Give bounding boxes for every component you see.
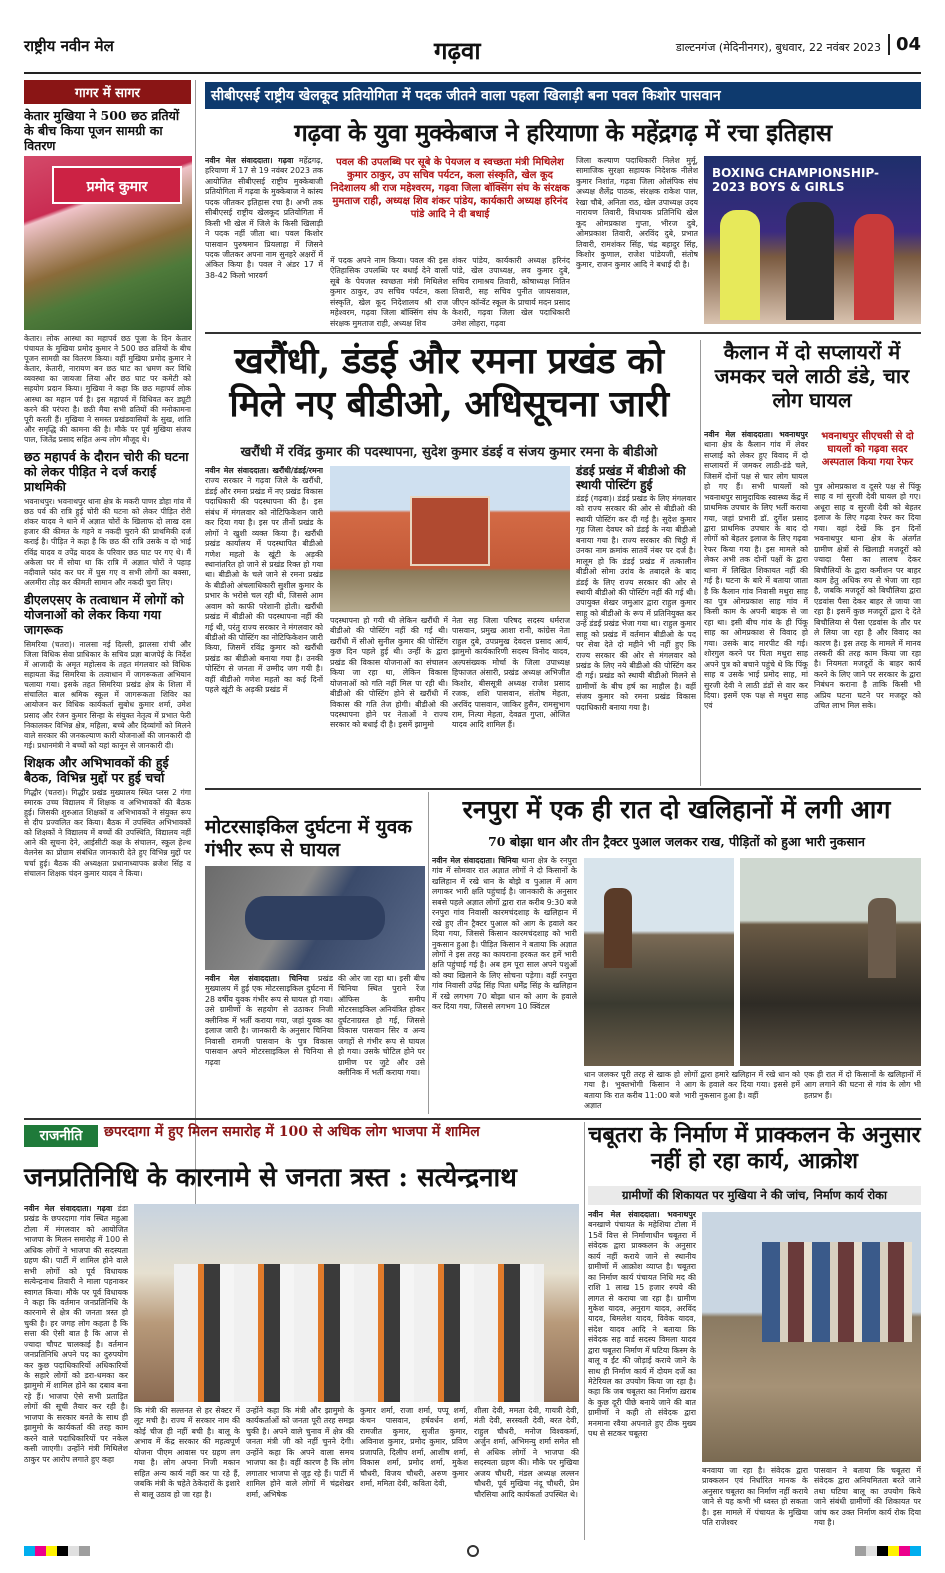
masthead: राष्ट्रीय नवीन मेल [24, 37, 114, 55]
politics-headline: जनप्रतिनिधि के कारनामे से जनता त्रस्त : सत्येन्द्रनाथ [24, 1163, 517, 1193]
boxing-photo [704, 156, 921, 324]
kailan-col-2: पुत्र ओमप्रकाश व दूसरे पक्ष से पिंकू साह व मां सुरजी देवी घायल हो गए। अधूरा साह व सुरजी देवी को बेहतर इलाज के लिए गढ़वा रेफर कर दिया गया। वहां देखें कि इन दिनों भवनाथपुर थाना क्षेत्र के अंतर्गत ग्रामीण क्षेत्रों से खिलाड़ी मजदूरों को ज्यादा पैसा का लालच देकर बिचौलियों के द्वारा कमीशन पर बाहर काम हेतु अधिक रुप से भेजा जा रहा है, जबकि मजदूरों को बिचौलिया द्वारा एडवांस पैसा देकर बाहर ले जाया जा रहा है। इसमें कुछ मजदूरों द्वारा दे देते बिचौलिया से पैसा एडवांस के तौर पर ले लिया जा रहा है और विवाद का कारण है। इस तरह के मामले में मानव तस्करी की तरह काम किया जा रहा है। नियमतः मजदूरों के बाहर कार्य करने के लिए जाने पर सरकार के द्वारा निबंधन कराना है ताकि किसी भी अप्रिय घटना घटने पर मजदूर को उचित लाभ मिल सके। [814, 482, 921, 711]
accident-col-1 [205, 974, 333, 1114]
politics-kicker: छपरदागा में हुए मिलन समारोह में 100 से अधिक लोग भाजपा में शामिल [104, 1124, 480, 1140]
fire-headline: रनपुरा में एक ही रात दो खलिहानों में लगी आग [462, 795, 891, 824]
story-text: केतार। लोक आस्था का महापर्व छठ पूजा के दिन केतार पंचायत के मुखिया प्रमोद कुमार ने 500 छठ व्रतियों के बीच पूजन सामग्री का वितरण किया। वहीं मुखिया प्रमोद कुमार ने केतार, केतारी, नारायण बन छठ घाट का भ्रमण कर विधि व्यवस्था का जायजा लिया और छठ घाट पर कमेटी को सहयोग प्रदान किया। मुखिया ने कहा कि छठ महापर्व लोक आस्था का महान पर्व है। इस महापर्व में विधिवत कर ड्यूटी करने की परंपरा है। छठी मैया सभी व्रतियों की मनोकामना पूरी करती हैं। मुखिया ने समस्त प्रखंडवासियों के सुख, शांति और समृद्धि की कामना की है। मौके पर पूर्व मुखिया संजय पाल, जितेंद्र प्रसाद सहित अन्य लोग मौजूद थे। [24, 334, 191, 444]
villagers-figures [762, 1242, 912, 1342]
fire-caption-3: एक ही रात में दो किसानों के खलिहानों में आग लगाने की घटना से गांव के लोग भी हतप्रभ हैं। [804, 1070, 921, 1100]
divider [205, 788, 921, 790]
politics-col-5: शीला देवी, ममता देवी, गायत्री देवी, मंती देवी, सरस्वती देवी, बरत देवी, राहुल चौधरी, मनोज विश्वकर्मा, अर्जुन शर्मा, अभिमन्यु शर्मा समेत सौ से अधिक लोगों ने भाजपा की सदस्यता ग्रहण की। मौके पर मुखिया अजय चौधरी, मंडल अध्यक्ष लल्लन चौधरी, पूर्व मुखिया नंदू चौधरी, प्रेम चौरसिया आदि कार्यकर्ता उपस्थित थे। [474, 1406, 579, 1499]
bdo-text: राज्य सरकार ने गढ़वा जिले के खरौंधी, डंडई और रमना प्रखंड में नए प्रखंड विकास पदाधिकारी की पदस्थापना की है। इस संबंध में मंगलवार को नोटिफिकेशन जारी कर दिया गया है। इस पर तीनों प्रखंड के लोगों ने खुशी व्यक्त किया है। खरौंधी प्रखंड कार्यालय में पदस्थापित बीडीओ गणेश महतो के खूंटी के अड़की स्थानांतरित हो जाने से प्रखंड रिक्त हो गया था। बीडीओ के चले जाने से रमना प्रखंड के बीडीओ अंचलाधिकारी सुशील कुमार के प्रभार के भरोसे चल रही थी, जिससे आम अवाम को काफी परेशानी होती। खरौंधी प्रखंड में बीडीओ की पदस्थापना नहीं की गई थी, परंतु राज्य सरकार ने मंगलवार को बीडीओ की पोस्टिंग का नोटिफिकेशन जारी किया, जिसमें रविंद्र कुमार को खरौंधी प्रखंड का बीडीओ बनाया गया है। उनकी पोस्टिंग से जनता में उम्मीद जग गयी है। वहीं बीडीओ गणेश महतो का कई दिनों पहले खूंटी के अड़की प्रखंड में [205, 476, 323, 695]
color-swatch [877, 1546, 888, 1556]
fire-col-1 [432, 856, 577, 1114]
color-swatch [68, 1546, 79, 1556]
color-swatch [57, 1546, 68, 1556]
story-headline: शिक्षक और अभिभावकों की हुई बैठक, विभिन्न मुद्दों पर हुई चर्चा [24, 754, 169, 785]
color-swatch [79, 1546, 90, 1556]
byline: नवीन मेल संवाददाता। भवनाथपुर [588, 1210, 696, 1219]
politics-col-1 [24, 1204, 128, 1540]
section-name: गढ़वा [434, 36, 481, 65]
photo-sign-text: BOXING CHAMPIONSHIP-2023 BOYS & GIRLS [712, 166, 880, 194]
divider [205, 332, 921, 334]
farmer-figure [868, 898, 896, 978]
divider [700, 340, 701, 786]
divider [24, 1118, 921, 1120]
story-text: भवनाथपुर। भवनाथपुर थाना क्षेत्र के मकरी पाणर डोहा गांव में छठ पर्व की रात्रि हुई चोरी की घटना को लेकर पीड़ित रोरी शंकर यादव ने थाने में अज्ञात चोरों के खिलाफ दो लाख दस हजार की कीमत के गहने व नकदी चुराने की प्राथमिकी दर्ज कराई है। पीड़ित ने कहा है कि छठ की रात्रि उसके व दो भाई रविंद्र यादव व उपेंद्र यादव के परिवार छठ घाट पर गए थे। मैं अकेला घर में सोया था कि रात्रि में अज्ञात चोरों ने पहाड़ नदीवाले फांद कर घर में घुस गए व सभी लोगों का बक्सा, अलमीरा तोड़ कर कीमती सामान और नकदी चुरा लिए। [24, 497, 191, 587]
politics-col-3: उन्होंने कहा कि मंत्री और झामुमो के कार्यकर्ताओं को जनता पूरी तरह समझ चुकी है। अपने वाले चुनाव में क्षेत्र की जनता मंत्री जी को नहीं चुनने देगी। उन्होंने कहा कि अपने वाला समय भाजपा का है। वहीं कारण है कि लोग लगातार भाजपा से जुड़ रहे हैं। पार्टी में शामिल होने वाले लोगों में चंद्रशेखर शर्मा, अभिषेक [246, 1406, 354, 1499]
bdo-headline: खरौंधी, डंडई और रमना प्रखंड को मिले नए बीडीओ, अधिसूचना जारी [229, 340, 669, 426]
divider [428, 792, 429, 1114]
section-label-gagar: गागर में सागर [24, 80, 191, 104]
page-header [24, 34, 921, 74]
accident-text: प्रखंड मुख्यालय में हुई एक मोटरसाइकिल दुर्घटना में 28 वर्षीय युवक गंभीर रूप से घायल हो गया। उसे ग्रामीणों के सहयोग से उठाकर निजी क्लीनिक में भर्ती कराया गया, जहां युवक का इलाज जारी है। जानकारी के अनुसार चिनिया निवासी रामजी पासवान के पुत्र विकास पासवान अपने मोटरसाइकिल से चिनिया से गढ़वा [205, 974, 333, 1067]
politics-col-4: कुमार शर्मा, राजा शर्मा, पप्पू शर्मा, कंचन पासवान, हर्षवर्धन शर्मा, रामजीत कुमार, सुजीत कुमार, अविनाश कुमार, प्रमोद कुमार, प्रविण प्रजापति, दिलीप शर्मा, आशीष शर्मा, विकास शर्मा, प्रमोद शर्मा, मुकेश चौधरी, विजय चौधरी, अरुण कुमार शर्मा, ममिता देवी, कविता देवी, [360, 1406, 468, 1489]
bdo-col-1 [205, 466, 323, 786]
kailan-headline: कैलान में दो सप्लायरों में जमकर चले लाठी डंडे, चार लोग घायल [714, 340, 910, 412]
story-headline: छठ महापर्व के दौरान चोरी की घटना को लेकर पीड़ित ने दर्ज कराई प्राथमिकी [24, 449, 189, 495]
byline: नवीन मेल संवाददाता। खरौंधी/डंडई/रमना [205, 466, 323, 475]
dateline: डाल्टनगंज (मेदिनीनगर), बुधवार, 22 नवंबर 2023 [675, 41, 881, 54]
building-facade [410, 496, 490, 566]
story-headline: केतार मुखिया ने 500 छठ व्रतियों के बीच किया पूजन सामग्री का वितरण [24, 108, 180, 153]
fire-photo-2 [740, 858, 921, 1066]
bdo-col-2: पदस्थापना हो गयी थी लेकिन खरौंधी में बीडीओ की पोस्टिंग नहीं की गई थी। खरौंधी में सीओ सुनील कुमार की पोस्टिंग कुछ दिन पहले हुई थी। उन्हीं के द्वारा प्रखंड की विकास योजनाओं का संचालन किया जा रहा था, लेकिन विकास योजनाओं को गति नहीं मिल पा रही थी। बीडीओ की पोस्टिंग होने से खरौंधी में विकास की गति तेज होगी। बीडीओ की पदस्थापना होने पर नेताओं ने राज्य सरकार को बधाई दी है। इसमें झामुमो [330, 616, 448, 730]
politics-col-2: कि मंत्री की सल्तनत से हर सेक्टर में लूट मची है। राज्य में सरकार नाम की कोई चीज ही नहीं बची है। बालू के अभाव में केंद्र सरकार की महत्वपूर्ण योजना पीएम आवास पर ग्रहण लग गया है। लोग अपना निजी मकान सहित अन्य कार्य नहीं कर पा रहे हैं, जबकि मंत्री के चहेते ठेकेदारों के इशारे से बालू उठाव हो जा रहा है। [134, 1406, 240, 1499]
lead-col-1 [205, 156, 323, 328]
story-text: सिमरिया (चतरा)। नालसा नई दिल्ली, झालसा रांची और जिला विधिक सेवा प्राधिकार के सचिव प्रज्ञा बाजपेई के निर्देश में आजादी के अमृत महोत्सव के तहत मंगलवार को विधिक सहायता केंद्र सिमरिया के तत्वाधान में जागरूकता अभियान चलाया गया। इसके तहत सिमरिया प्रखंड क्षेत्र के शिला में संचालित बाल श्रमिक स्कूल में जागरूकता शिविर का आयोजन कर विधिक कार्यकर्ता सुबोध कुमार शर्मा, उमेश प्रसाद और रंजन कुमार सिन्हा के संयुक्त नेतृत्व में प्रभात फेरी निकालकर विभिन्न क्षेत्र, महिला, बच्चे और दिव्यांगों को मिलने वाले सरकार की जनकल्याण कारी योजनाओं की जानकारी दी गई। प्रधानमंत्री ने बच्चों को यहां कानून से जानकारी दी। [24, 639, 191, 750]
kailan-text: थाना क्षेत्र के कैलान गांव में लेवर सप्लाई को लेकर हुए विवाद में दो सप्लायरों में जमकर लाठी-डंडे चले, जिसमें दोनों पक्ष से चार लोग घायल हो गए हैं। सभी घायलों को भवनाथपुर सामुदायिक स्वास्थ्य केंद्र में प्राथमिक उपचार के लिए भर्ती कराया गया, जहां प्रभारी डॉ. दुर्गेश प्रसाद द्वारा प्राथमिक उपचार के बाद दो लोगों को बेहतर इलाज के लिए गढ़वा रेफर किया गया है। इस मामले को लेकर अभी तक दोनों पक्षों के द्वारा थाना में लिखित शिकायत नहीं की गई है। घटना के बारे में बताया जाता है कि कैलान गांव निवासी मथुरा साह का पुत्र ओमप्रकाश साह गांव में किसी काम के अपनी बाइक से जा रहा था। इसी बीच गांव के ही पिंकू साह का ओमप्रकाश से विवाद हो गया। उसके बाद मारपीट की गई। शोरगुल करने पर पिता मथुरा साह अपने पुत्र को बचाने पहुंचे थे कि पिंकू साह व उसके भाई प्रमोद साह, मां सुरजी देवी ने लाठी डंडों से वार कर दिया। इसमें एक पक्ष से मथुरा साह एवं [704, 440, 808, 711]
color-swatch [866, 1546, 877, 1556]
registration-mark-icon [467, 1545, 479, 1557]
color-swatch [855, 1546, 866, 1556]
block-office-photo [330, 466, 570, 612]
fire-caption-2: लोगों द्वारा हमारे खलिहान में रखे धान को आग के हवाले कर दिया गया। इससे हमें भारी नुकसान हुआ है। वहीं [684, 1070, 800, 1100]
accident-headline: मोटरसाइकिल दुर्घटना में युवक गंभीर रूप से घायल [205, 816, 412, 861]
divider [584, 1122, 585, 1540]
athlete-figure [720, 210, 760, 320]
color-swatches-right [855, 1546, 921, 1556]
kailan-highlight: भवनाथपुर सीएचसी से दो घायलों को गढ़वा सदर अस्पताल किया गया रेफर [821, 431, 914, 468]
injured-person-figure [245, 896, 385, 940]
byline: नवीन मेल संवाददाता। गढ़वा [24, 1204, 113, 1213]
lead-headline: गढ़वा के युवा मुक्केबाज ने हरियाणा के महेंद्रगढ़ में रचा इतिहास [294, 118, 832, 147]
byline: नवीन मेल संवाददाता। चिनिया [205, 974, 309, 983]
color-swatch [35, 1546, 46, 1556]
lead-kicker: सीबीएसई राष्ट्रीय खेलकूद प्रतियोगिता में पदक जीतने वाला पहला खिलाड़ी बना पवल किशोर पासवान [205, 82, 921, 109]
platform-photo [702, 1212, 921, 1462]
story-text: गिद्धौर (चतरा)। गिद्धौर प्रखंड मुख्यालय स्थित प्लस 2 गंगा स्मारक उच्च विद्यालय में शिक्षक व अभिभावकों की बैठक हुई। जिसकी शुरुआत शिक्षकों व अभिभावकों ने संयुक्त रूप से दीप प्रज्वलित कर किया। बैठक में उपस्थित अभिभावकों को शिक्षकों ने विद्यालय में बच्चों की उपस्थिति, विद्यालय नहीं आने की सूचना देने, आईसीटी कक्ष के संचालन, स्कूल हेल्थ वेलनेस का प्रोग्राम संबंधित जानकारी देते हुए विभिन्न मुद्दों पर चर्चा हुई। बैठक की अध्यक्षता प्रधानाध्यापक ब्रजेश सिंह व संचालन शिक्षक चंदन कुमार यादव ने किया। [24, 787, 191, 878]
lead-col-4: जिला कल्याण पदाधिकारी निलेश मुर्मू, सामाजिक सुरक्षा सहायक निदेशक नीलेश कुमार निशांत, गढ़वा जिला ओलंपिक संघ अध्यक्ष शैलेंद्र पाठक, संरक्षक राकेश पाल, रेखा चौबे, अनिता राठ, खेल उपाध्यक्ष उदय नारायण तिवारी, विधायक प्रतिनिधि खेल कूद ओमप्रकाश गुप्ता, भीरज दुबे, ओमप्रकाश तिवारी, अरविंद दुबे, प्रभात तिवारी, रामशंकर सिंह, चंद्र बहादुर सिंह, किशोर कुणाल, राजेश पांडेयजी, संतोष कुमार, राजन कुमार आदि ने बधाई दी है। [576, 156, 698, 270]
byline: नवीन मेल संवाददाता। भवनाथपुर [704, 430, 808, 439]
section-label-politics: राजनीति [24, 1125, 98, 1147]
platform-subhead: ग्रामीणों की शिकायत पर मुखिया ने की जांच, निर्माण कार्य रोका [588, 1186, 921, 1205]
color-swatch [24, 1546, 35, 1556]
official-figure [786, 202, 834, 320]
dandai-headline: डंडई प्रखंड में बीडीओ की स्थायी पोस्टिंग हुई [576, 464, 686, 493]
platform-col-2: बनवाया जा रहा है। संवेदक द्वारा प्राक्कलन एवं निर्धारित मानक के अनुसार चबूतरा का निर्माण नहीं कराये जाने से यह कभी भी ध्वस्त हो सकता है। इस मामले में पंचायत के मुखिया पति राजेश्वर [702, 1466, 808, 1528]
print-color-bar [24, 1545, 921, 1557]
fire-caption-1: धान जलकर पूरी तरह से खाक हो गया है। भुक्तभोगी किसान ने बताया कि रात करीब 11:00 बजे अज्ञात [584, 1070, 680, 1111]
fire-text: थाना क्षेत्र के रनपुरा गांव में सोमवार रात अज्ञात लोगों ने दो किसानों के खलिहान में रखे धान के बोझे व पुआल में आग लगाकर भारी क्षति पहुंचाई है। जानकारी के अनुसार सबसे पहले अज्ञात लोगों द्वारा रात करीब 9:30 बजे रनपुरा गांव निवासी कारमचंदशाह के खलिहान में रखे हुए तीन ट्रैक्टर पुआल को आग के हवाले कर दिया गया, जिससे किसान कारमचंदशाह को भारी नुकसान हुआ है। पीड़ित किसान ने बताया कि अज्ञात लोगों ने इस तरह का कायराना हरकत कर हमें भारी क्षति पहुंचाई गई है। अब हम पूरा साल अपने पशुओं को क्या खिलाने के लिए सोचना पड़ेगा। वहीं रनपुरा गांव निवासी उपेंद्र सिंह पिता धर्मेंद्र सिंह के खलिहान में रखे लगभग 70 बोझा धान को आग के हवाले कर दिया गया, जिससे लगभग 10 क्विंटल [432, 856, 577, 1012]
accident-col-2: की ओर जा रहा था। इसी बीच चिनिया स्थित पुराने रेंज ऑफिस के समीप मोटरसाइकिल अनियंत्रित होकर दुर्घटनाग्रस्त हो गई, जिससे विकास पासवान सिर व अन्य जगहों से गंभीर रूप से घायल हो गया। उसके चोटिल होने पर ग्रामीण पर जुटे और उसे क्लीनिक में भर्ती कराया गया। [338, 974, 425, 1077]
politics-photo [134, 1204, 579, 1402]
photo-banner-text: प्रमोद कुमार [52, 166, 182, 204]
platform-col-3: पासवान ने बताया कि चबूतरा में संवेदक द्वारा अनियमितता बरते जाने तथा घटिया बालू का उपयोग किये जाने संबंधी ग्रामीणों की शिकायत पर जांच कर उक्त निर्माण कार्य रोक दिया गया है। [814, 1466, 921, 1528]
color-swatch [46, 1546, 57, 1556]
byline: नवीन मेल संवाददाता। गढ़वा [205, 156, 294, 165]
platform-text: बनखाणे पंचायत के महेशिया टोला में 15वें वित्त से निर्माणाधीन चबूतरा में संवेदक द्वारा प्राक्कलन के अनुसार कार्य नहीं कराये जाने से स्थानीय ग्रामीणों में आक्रोश व्याप्त है। चबूतरा का निर्माण कार्य पंचायत निधि मद की राशि 1 लाख 15 हजार रुपये की लागत से कराया जा रहा है। ग्रामीण मुकेश यादव, अनुराग यादव, अरविंद यादव, बिमलेश यादव, विवेक यादव, संदेश यादव आदि ने बताया कि संवेदक सह वार्ड सदस्य विमला यादव द्वारा चबूतरा निर्माण में घटिया किस्म के बालू व ईंट की जोड़ाई कराये जाने के साथ ही निर्माण कार्य में दोयम दर्जे का मेटेरियल का उपयोग किया जा रहा है। कहा कि जब चबूतरा का निर्माण ख़राब के कुछ दूरी पीछे बनाये जाने की बात ग्रामीणों ने कही तो संवेदक द्वारा मनमाना रवैया अपनाते हुए ठीक मुख्य पथ से सटकर चबूतरा [588, 1220, 696, 1439]
fire-photo-1 [584, 858, 734, 1066]
lead-col-2: में पदक अपने नाम किया। पवल की इस ऐतिहासिक उपलब्धि पर बधाई देने वालों सूबे के पेयजल स्वच्छता मंत्री मिथिलेश कुमार ठाकुर, उप सचिव पर्यटन, कला संस्कृति, खेल कूद निदेशालय श्री राज महेश्वरम, गढ़वा जिला बॉक्सिंग संघ के संरक्षक मुमताज राही, अध्यक्ष शिव [330, 256, 448, 328]
color-swatch [888, 1546, 899, 1556]
politics-text: डंडा प्रखंड के छपरदागा गांव स्थित महुआ टोला में मंगलवार को आयोजित भाजपा के मिलन समारोह में 100 से अधिक लोगों ने भाजपा की सदस्यता ग्रहण की। पार्टी में शामिल होने वाले सभी लोगों को पूर्व विधायक सत्येन्द्रनाथ तिवारी ने माला पहनाकर स्वागत किया। मौके पर पूर्व विधायक ने कहा कि वर्तमान जनप्रतिनिधि के कारनामे से क्षेत्र की जनता त्रस्त हो चुकी है। हर जगह लोग कहता है कि सत्ता की ऐसी बात है कि आज से ज्यादा चौपट चालकाई है। वर्तमान जनप्रतिनिधि अपने पद का दुरुपयोग कर कुछ पदाधिकारियों अधिकारियों के सहारे लोगों को डरा-धमका कर झामुमो में शामिल होने का दबाव बना रहे हैं। भाजपा ऐसे सभी प्रताड़ित लोगों की सूची तैयार कर रही है। भाजपा के सरकार बनते के साथ ही झामुमो के कार्यकर्ता की तरह काम करने वाले पदाधिकारियों पर नकेल कसी जाएगी। उन्होंने मंत्री मिथिलेश ठाकुर पर आरोप लगाते हुए कहा [24, 1204, 128, 1464]
athlete-figure [854, 214, 894, 320]
fire-subhead: 70 बोझा धान और तीन ट्रैक्टर पुआल जलकर राख, पीड़ितों को हुआ भारी नुकसान [488, 834, 865, 849]
color-swatch [899, 1546, 910, 1556]
accident-photo [205, 866, 425, 970]
color-swatches-left [24, 1546, 90, 1556]
bdo-col-3: नेता सह जिला परिषद सदस्य धर्मराज पासवान, प्रमुख आशा रानी, कांग्रेस नेता राहुल दुबे, उपप्रमुख देवदत्त प्रसाद आर्य, झामुमो कार्यकारिणी सदस्य विनोद यादव, अल्पसंख्यक मोर्चा के जिला उपाध्यक्ष हिफाजत अंसारी, प्रखंड अध्यक्ष अभिजीत किशोर, बीससूत्री अध्यक्ष राजेश प्रसाद रजक, शशि पासवान, संतोष मेहता, अरविंद पासवान, जाकिर हुसैन, रामसुभाग राम, नित्या मेहता, देवव्रत गुप्ता, ओजित यादव आदि शामिल हैं। [452, 616, 570, 730]
page-number: 04 [888, 34, 921, 55]
farmer-figure [604, 888, 632, 968]
story-headline: डीएलएसए के तत्वाधान में लोगों को योजनाओं को लेकर किया गया जागरूक [24, 591, 184, 637]
kailan-col-1 [704, 430, 808, 786]
byline: नवीन मेल संवाददाता। चिनिया [432, 856, 519, 865]
bdo-col-4: डंडई (गढ़वा)। डंडई प्रखंड के लिए मंगलवार को राज्य सरकार की ओर से बीडीओ की स्थायी पोस्टिंग कर दी गई है। सुदेश कुमार गृह जिला देवघर को डंडई के नया बीडीओ बनाया गया है। राज्य सरकार की चिट्ठी में उनका नाम क्रमांक सातवें नंबर पर दर्ज है। मालूम हो कि डंडई प्रखंड में तत्कालीन बीडीओ सोमा उरांव के तबादले के बाद डंडई के लिए राज्य सरकार की ओर से स्थायी बीडीओ की पोस्टिंग नहीं की गई थी। उपायुक्त शेखर जमुआर द्वारा राहुल कुमार साहू को बीडीओ के रूप में प्रतिनियुक्त कर उन्हें डंडई प्रखंड भेजा गया था। राहुल कुमार साहू को प्रखंड में वर्तमान बीडीओ के पद पर सेवा देते दो महीने भी नहीं हुए कि राज्य सरकार की ओर से मंगलवार को प्रखंड के लिए नये बीडीओ की पोस्टिंग कर दी गई। प्रखंड को स्थायी बीडीओ मिलने से ग्रामीणों के बीच हर्ष का माहौल है। वहीं संजय कुमार को रमना प्रखंड विकास पदाधिकारी बनाया गया है। [576, 494, 696, 712]
lead-highlight: पवल की उपलब्धि पर सूबे के पेयजल व स्वच्छता मंत्री मिथिलेश कुमार ठाकुर, उप सचिव पर्यटन, कला संस्कृति, खेल कूद निदेशालय श्री राज महेश्वरम, गढ़वा जिला बॉक्सिंग संघ के संरक्षक मुमताज राही, अध्यक्ष शिव शंकर पांडेय, कार्यकारी अध्यक्ष हरिनंद पांडे आदि ने दी बधाई [330, 157, 570, 220]
crowd-figures [174, 1264, 544, 1402]
color-swatch [910, 1546, 921, 1556]
lead-text: महेंद्रगढ़, हरियाणा में 17 से 19 नवंबर 2023 तक आयोजित सीबीएसई राष्ट्रीय मुक्केबाजी प्रतियोगिता में गढ़वा के मुक्केबाज ने कांस्य पदक जीतकर इतिहास रचा है। अभी तक सीबीएसई राष्ट्रीय खेलकूद प्रतियोगिता में किसी भी खेल में जिले के किसी खिलाड़ी ने पदक नहीं जीता था। पवल किशोर पासवान पुरुषमान प्रियलाहा में जिसने पदक जीतकर अपना नाम सुनहरे अक्षरों में अंकित किया है। पवल ने अंडर 17 में 38-42 किलो भारवर्ग [205, 156, 323, 280]
platform-headline: चबूतरा के निर्माण में प्राक्कलन के अनुसार नहीं हो रहा कार्य, आक्रोश [588, 1122, 921, 1175]
platform-col-1 [588, 1210, 696, 1540]
bdo-subhead: खरौंधी में रविंद्र कुमार की पदस्थापना, सुदेश कुमार डंडई व संजय कुमार रमना के बीडीओ [240, 445, 658, 460]
lead-col-3: शंकर पांडेय, कार्यकारी अध्यक्ष हरिनंद पांडे, खेल उपाध्यक्ष, लव कुमार दुबे, सचिव रामाश्रय तिवारी, कोषाध्यक्ष नितिन तिवारी, सह सचिव पुनीत जायसवाल, जीएन कॉन्वेंट स्कूल के प्राचार्य मदन प्रसाद केशरी, गढ़वा जिला खेल पदाधिकारी उमेश लोहरा, गढ़वा [452, 256, 570, 328]
chhath-photo [24, 156, 192, 330]
